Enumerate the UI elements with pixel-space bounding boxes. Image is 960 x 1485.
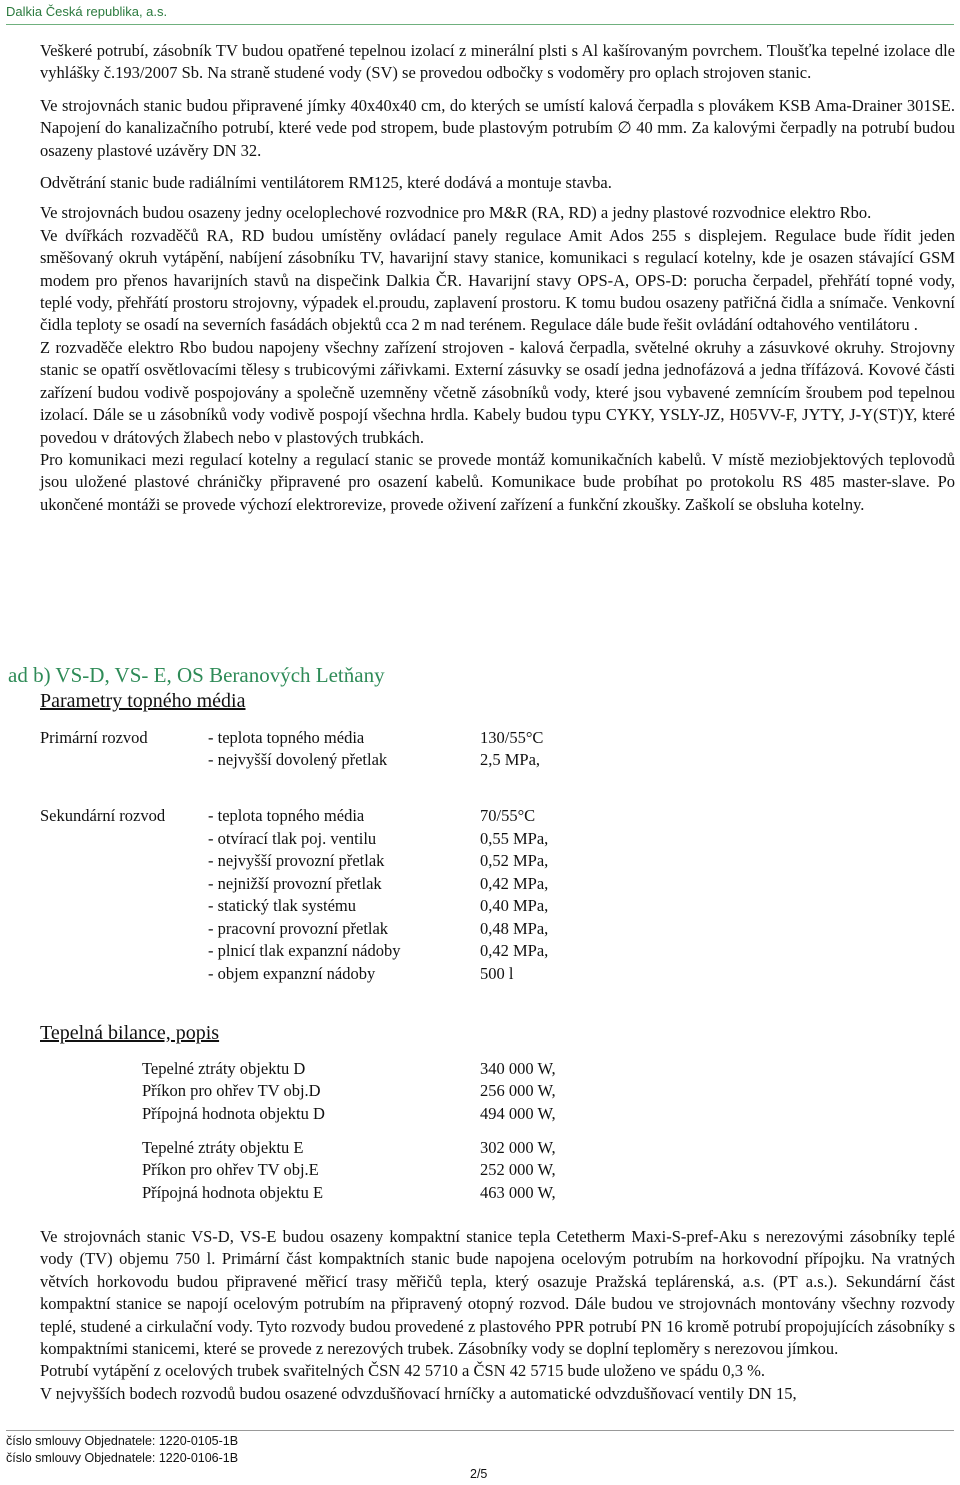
intro-text-block: [40, 40, 955, 516]
page-number: 2/5: [470, 1467, 488, 1481]
param-value: 0,40 MPa,: [480, 896, 549, 915]
param-name: - objem expanzní nádoby: [208, 964, 376, 983]
params-title: Parametry topného média: [40, 690, 246, 712]
primary-label: Primární rozvod: [40, 728, 148, 747]
balance-value: 340 000 W,: [480, 1059, 556, 1078]
balance-value: 494 000 W,: [480, 1104, 556, 1123]
company-name: Dalkia Česká republika, a.s.: [6, 4, 168, 19]
paragraph-communication: Pro komunikaci mezi regulací kotelny a regulací stanic se provede montáž komunikačních kabelů. V místě meziobjektových teplovodů jsou uložené plastové chráničky připravené pro osazení kabelů. Komunikace bude probíhat po protokolu RS 485 master-slave. Po ukončené montáži se provede výchozí elektrorevize, provede oživení zařízení a funkční zkoušky. Zaškolí se obsluha kotelny.: [40, 449, 955, 514]
paragraph-heating-pipes: Potrubí vytápění z ocelových trubek svařitelných ČSN 42 5710 a ČSN 42 5715 bude uloženo ve spádu 0,3 %.: [40, 1361, 765, 1381]
param-value: 0,52 MPa,: [480, 851, 549, 870]
balance-value: 463 000 W,: [480, 1183, 556, 1202]
param-value: 2,5 MPa,: [480, 750, 541, 769]
param-value: 500 l: [480, 964, 514, 983]
contract-number-2: číslo smlouvy Objednatele: 1220-0106-1B: [6, 1451, 239, 1465]
secondary-label: Sekundární rozvod: [40, 806, 166, 825]
paragraph-venting: V nejvyšších bodech rozvodů budou osazené odvzdušňovací hrníčky a automatické odvzdušňovací ventily DN 15,: [40, 1383, 797, 1403]
balance-label: Přípojná hodnota objektu E: [142, 1183, 324, 1202]
paragraph-insulation: Veškeré potrubí, zásobník TV budou opatřené tepelnou izolací z minerální plsti s Al kašírovaným povrchem. Tloušťka tepelné izolace dle vyhlášky č.193/2007 Sb. Na straně studené vody (SV) se provedou odbočky s vodoměry pro oplach strojoven stanic.: [40, 41, 955, 83]
paragraph-sumps: Ve strojovnách stanic budou připravené jímky 40x40x40 cm, do kterých se umístí kalová čerpadla s plovákem KSB Ama-Drainer 301SE. Napojení do kanalizačního potrubí, které vede pod stropem, bude plastovým potrubím ∅ 40 mm. Za kalovými čerpadly na potrubí budou osazeny plastové uzávěry DN 32.: [40, 95, 955, 160]
footer: [6, 1433, 238, 1467]
paragraph-electro: Z rozvaděče elektro Rbo budou napojeny všechny zařízení strojoven - kalová čerpadla, světelné okruhy a zásuvkové okruhy. Strojovny stanic se opatří osvětlovacími tělesy s trubicovými zářivkami. Externí zásuvky se osadí jedna jednofázová a jedna třífázová. Kovové části zařízení budou vodivě pospojovány a společně uzemněny včetně zásobníků vody, které jsou vybavené zemnícím šroubem pod tepelnou izolací. Dále se u zásobníků vody vodivě pospojí všechna hrdla. Kabely budou typu CYKY, YSLY-JZ, H05VV-F, JYTY, J-Y(ST)Y, které povedou v drátových žlabech nebo v plastových trubkách.: [40, 337, 955, 447]
param-name: - nejvyšší provozní přetlak: [208, 851, 385, 870]
paragraph-ventilation: Odvětrání stanic bude radiálními ventilátorem RM125, které dodává a montuje stavba.: [40, 173, 612, 193]
balance-value: 252 000 W,: [480, 1160, 556, 1179]
contract-number-1: číslo smlouvy Objednatele: 1220-0105-1B: [6, 1434, 239, 1448]
param-name: - statický tlak systému: [208, 896, 357, 915]
param-value: 130/55°C: [480, 728, 544, 747]
param-name: - pracovní provozní přetlak: [208, 919, 389, 938]
balance-label: Příkon pro ohřev TV obj.E: [142, 1160, 319, 1179]
paragraph-compact-stations: Ve strojovnách stanic VS-D, VS-E budou osazeny kompaktní stanice tepla Cetetherm Maxi-S-pref-Aku s nerezovými zásobníky teplé vody (TV) objemu 750 l. Primární část kompaktních stanic bude napojena ocelovým potrubím na horkovodní přípojku. Na vratných větvích horkovodu budou připravené měřicí trasy měřičů tepla, který osazuje Pražská teplárenská, a.s. (PT a.s.). Sekundární část kompaktní stanice se napojí ocelovým potrubím na připravený otopný rozvod. Dále budou ve strojovnách montovány všechny rozvody teplé, studené a cirkulační vody. Tyto rozvody budou provedené z plastového PPR potrubí PN 16 kromě potrubí propojujících zásobníky s kompaktními stanicemi, které se provede z nerezových trubek. Zásobníky vody se doplní teploměry s nerezovou jímkou.: [40, 1227, 955, 1359]
balance-label: Přípojná hodnota objektu D: [142, 1104, 325, 1123]
balance-label: Tepelné ztráty objektu E: [142, 1138, 304, 1157]
balance-value: 256 000 W,: [480, 1081, 556, 1100]
document-header: [6, 2, 954, 25]
param-name: - nejvyšší dovolený přetlak: [208, 750, 388, 769]
section-title: ad b) VS-D, VS- E, OS Beranových Letňany: [8, 663, 385, 687]
param-value: 0,48 MPa,: [480, 919, 549, 938]
param-name: - nejnižší provozní přetlak: [208, 874, 382, 893]
closing-text-block: [40, 1226, 955, 1405]
param-value: 0,42 MPa,: [480, 874, 549, 893]
param-name: - teplota topného média: [208, 806, 365, 825]
param-name: - teplota topného média: [208, 728, 365, 747]
param-name: - otvírací tlak poj. ventilu: [208, 829, 377, 848]
param-value: 0,42 MPa,: [480, 941, 549, 960]
balance-title: Tepelná bilance, popis: [40, 1022, 220, 1044]
param-value: 0,55 MPa,: [480, 829, 549, 848]
balance-label: Příkon pro ohřev TV obj.D: [142, 1081, 321, 1100]
footer-rule: [6, 1430, 954, 1431]
param-value: 70/55°C: [480, 806, 536, 825]
balance-value: 302 000 W,: [480, 1138, 556, 1157]
balance-label: Tepelné ztráty objektu D: [142, 1059, 306, 1078]
paragraph-regulation: Ve dvířkách rozvaděčů RA, RD budou umístěny ovládací panely regulace Amit Ados 255 s displejem. Regulace bude řídit jeden směšovaný okruh vytápění, nabíjení zásobníku TV, havarijní stavy stanice, komunikaci s regulací kotelny, kde je osazen stávající GSM modem pro přenos havarijních stavů na dispečink Dalkia ČR. Havarijní stavy OPS-A, OPS-D: porucha čerpadel, přehřátí topné vody, teplé vody, přehřátí prostoru strojovny, výpadek el.proudu, zaplavení prostoru. K tomu budou osazeny patřičná čidla a snímače. Venkovní čidla teploty se osadí na severních fasádách objektů cca 2 m nad terénem. Regulace dále bude řešit ovládání odtahového ventilátoru .: [40, 225, 955, 335]
param-name: - plnicí tlak expanzní nádoby: [208, 941, 401, 960]
paragraph-switchboards: Ve strojovnách budou osazeny jedny oceloplechové rozvodnice pro M&R (RA, RD) a jedny plastové rozvodnice elektro Rbo.: [40, 203, 872, 223]
